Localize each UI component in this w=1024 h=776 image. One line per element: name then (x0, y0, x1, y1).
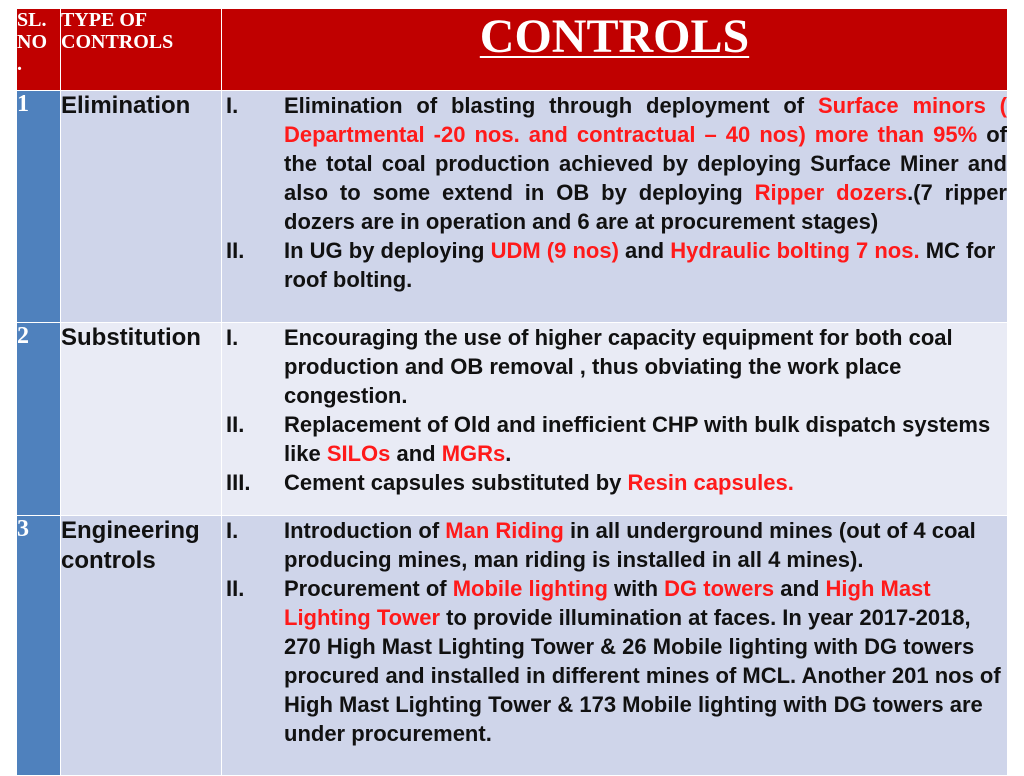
item-number: II. (226, 238, 245, 263)
table-row-engineering-controls (17, 516, 1008, 776)
list-item (222, 574, 1007, 748)
control-type: Engineering controls (61, 516, 222, 776)
controls-table (16, 8, 1008, 776)
item-text: Procurement of Mobile lighting with DG towers and High Mast Lighting Tower to provide illumination at faces. In year 2017-2018, 270 High Mast Lighting Tower & 26 Mobile lighting with DG towers procured and installed in different mines of MCL. Another 201 nos of High Mast Lighting Tower & 173 Mobile lighting with DG towers are under procurement. (284, 576, 1001, 746)
table-row-elimination (17, 91, 1008, 323)
item-text: Elimination of blasting through deployment of Surface minors ( Departmental -20 nos. and contractual – 40 nos) more than 95% of the total coal production achieved by deploying Surface Miner and also to some extend in OB by deploying Ripper dozers.(7 ripper dozers are in operation and 6 are at procurement stages) (284, 93, 1007, 234)
control-description (222, 323, 1008, 516)
item-text: In UG by deploying UDM (9 nos) and Hydraulic bolting 7 nos. MC for roof bolting. (284, 238, 996, 292)
serial-number: 1 (17, 91, 61, 323)
header-row (17, 9, 1008, 91)
control-description (222, 516, 1008, 776)
control-type: Substitution (61, 323, 222, 516)
type-of-controls-header: TYPE OF CONTROLS (61, 9, 222, 91)
list-item (222, 236, 1007, 294)
item-text: Cement capsules substituted by Resin capsules. (284, 470, 794, 495)
list-item (222, 323, 1007, 410)
item-text: Encouraging the use of higher capacity equipment for both coal production and OB removal , thus obviating the work place congestion. (284, 325, 953, 408)
item-text: Introduction of Man Riding in all underground mines (out of 4 coal producing mines, man riding is installed in all 4 mines). (284, 518, 976, 572)
list-item (222, 468, 1007, 497)
control-description (222, 91, 1008, 323)
item-text: Replacement of Old and inefficient CHP with bulk dispatch systems like SILOs and MGRs. (284, 412, 991, 466)
control-type: Elimination (61, 91, 222, 323)
item-number: III. (226, 470, 251, 495)
page-title: CONTROLS (222, 9, 1008, 91)
table-row-substitution (17, 323, 1008, 516)
list-item (222, 516, 1007, 574)
item-number: I. (226, 518, 239, 543)
sl-no-header: SL. NO . (17, 9, 61, 91)
item-number: II. (226, 412, 245, 437)
serial-number: 3 (17, 516, 61, 776)
list-item (222, 91, 1007, 236)
list-item (222, 410, 1007, 468)
serial-number: 2 (17, 323, 61, 516)
item-number: I. (226, 93, 239, 118)
item-number: II. (226, 576, 245, 601)
item-number: I. (226, 325, 239, 350)
